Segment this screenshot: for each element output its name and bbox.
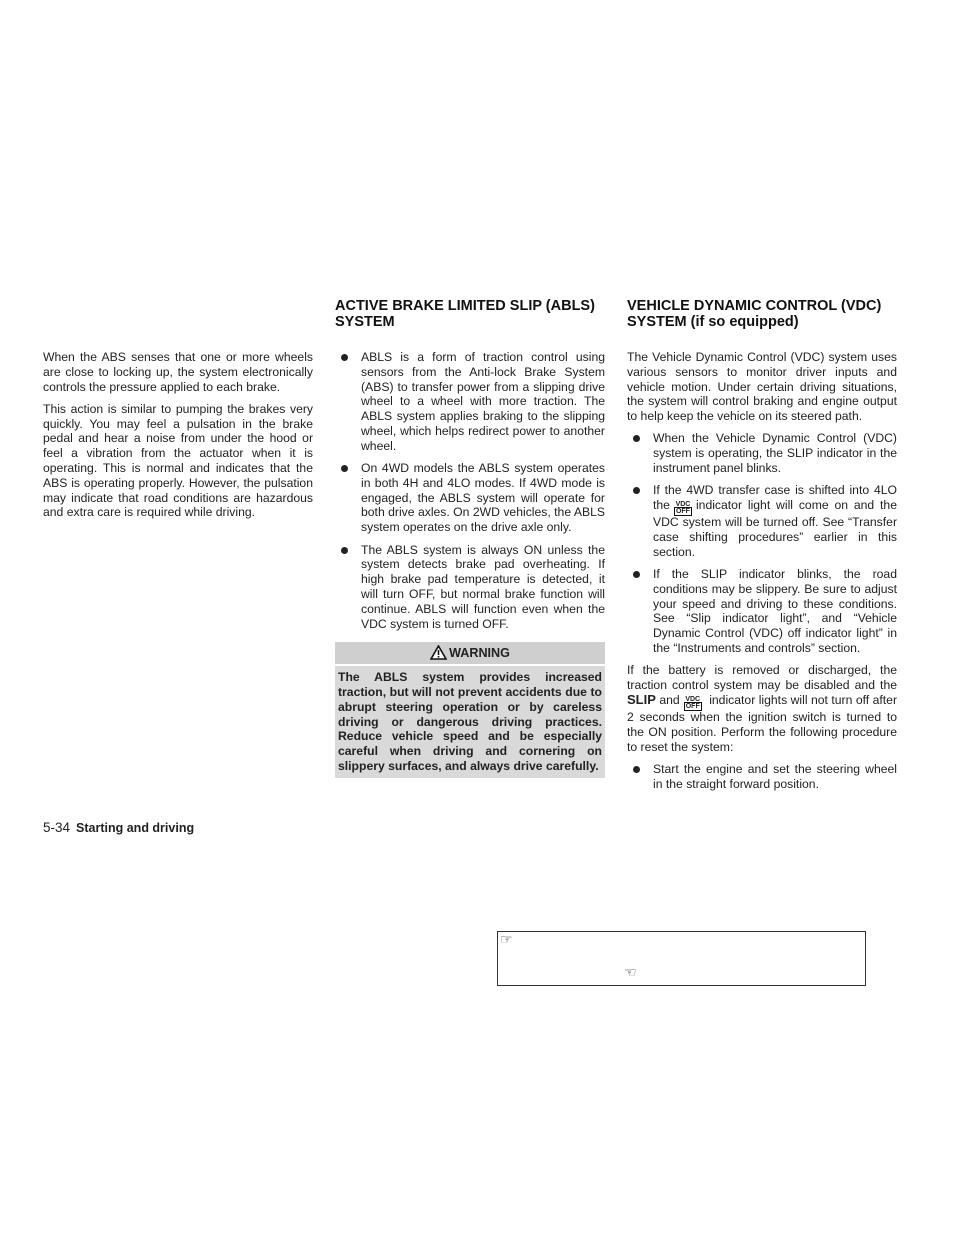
abls-heading: ACTIVE BRAKE LIMITED SLIP (ABLS) SYSTEM [335, 298, 595, 330]
bullet-icon [633, 487, 640, 494]
list-item [627, 483, 897, 559]
section-name: Starting and driving [76, 821, 195, 835]
vdc-heading: VEHICLE DYNAMIC CONTROL (VDC) SYSTEM (if so equipped) [627, 298, 882, 330]
warning-triangle-icon [430, 645, 447, 660]
text: and [659, 692, 680, 707]
bullet-icon [633, 766, 640, 773]
list-item [627, 762, 897, 792]
icon-label: VDC [685, 695, 701, 703]
list-item [627, 431, 897, 475]
slip-indicator-label: SLIP [627, 691, 656, 707]
list-item [335, 543, 605, 632]
bullet-icon [341, 547, 348, 554]
paragraph: The Vehicle Dynamic Control (VDC) system uses various sensors to monitor driver inputs and vehicle motion. Under certain driving situations, the system will control braking and engine output to help keep the vehicle on its steered path. [627, 350, 897, 424]
middle-column [335, 350, 605, 778]
bullet-icon [633, 435, 640, 442]
bullet-icon [341, 354, 348, 361]
text: If the battery is removed or discharged, the traction control system may be disabled and the [627, 663, 897, 693]
icon-label: VDC [675, 501, 691, 509]
page-number: 5-34 [43, 820, 71, 835]
list-item-text: Start the engine and set the steering wheel in the straight forward position. [653, 761, 897, 791]
page-footer [43, 820, 194, 835]
bullet-icon [341, 465, 348, 472]
warning-text: The ABLS system provides increased traction, but will not prevent accidents due to abrupt steering operation or by careless driving or dangerous driving practices. Reduce vehicle speed and be especially careful when driving and cornering on slippery surfaces, and always drive carefully. [338, 670, 602, 773]
vdc-off-indicator-icon [674, 501, 692, 515]
text: indicator lights will not turn off after 2 seconds when the ignition switch is turned to the ON position. Perform the following procedure to reset the system: [627, 692, 898, 754]
list-item-text: On 4WD models the ABLS system operates in both 4H and 4LO modes. If 4WD mode is engaged, the ABLS system will operate for both drive axles. On 2WD vehicles, the ABLS system operates on the drive axle only. [361, 461, 605, 535]
list-item-text: The ABLS system is always ON unless the system detects brake pad overheating. If high brake pad temperature is detected, it will turn OFF, but normal brake function will continue. ABLS will function even when the VDC system is turned OFF. [361, 542, 605, 631]
paragraph: When the ABS senses that one or more wheels are close to locking up, the system electronically controls the pressure applied to each brake. [43, 350, 313, 394]
left-column [43, 350, 313, 528]
pointing-hand-left-icon: ☜ [624, 964, 637, 980]
warning-title: WARNING [449, 646, 510, 661]
icon-label: OFF [685, 702, 700, 710]
list-item [627, 567, 897, 656]
paragraph: This action is similar to pumping the brakes very quickly. You may feel a pulsation in the brake pedal and hear a noise from under the hood or feel a vibration from the actuator when it is operating. This is normal and indicates that the ABS is operating properly. However, the pulsation may indicate that road conditions are hazardous and extra care is required while driving. [43, 401, 313, 520]
list-item-text: indicator light will come on and the VDC system will be turned off. See “Transfer case shifting procedures” earlier in this section. [653, 498, 897, 559]
vdc-off-indicator-icon [684, 696, 702, 710]
list-item [335, 461, 605, 535]
warning-header [335, 642, 605, 666]
icon-label: OFF [675, 508, 690, 516]
list-item [335, 350, 605, 454]
bullet-icon [633, 571, 640, 578]
pointing-hand-right-icon: ☞ [500, 931, 513, 947]
list-item-text: If the 4WD transfer case is shifted into 4LO the [653, 483, 897, 513]
warning-box [335, 642, 605, 777]
list-item-text: If the SLIP indicator blinks, the road conditions may be slippery. Be sure to adjust your speed and driving to these conditions. See “Slip indicator light”, and “Vehicle Dynamic Control (VDC) off indicator light” in the “Instruments and controls” section. [653, 567, 897, 656]
list-item-text: When the Vehicle Dynamic Control (VDC) system is operating, the SLIP indicator in the instrument panel blinks. [653, 431, 897, 476]
list-item-text: ABLS is a form of traction control using sensors from the Anti-lock Brake System (ABS) to transfer power from a slipping drive wheel to a wheel with more traction. The ABLS system applies braking to the slipping wheel, which helps redirect power to another wheel. [361, 350, 605, 453]
paragraph [627, 663, 897, 754]
reference-box [497, 931, 866, 986]
right-column [627, 350, 897, 799]
